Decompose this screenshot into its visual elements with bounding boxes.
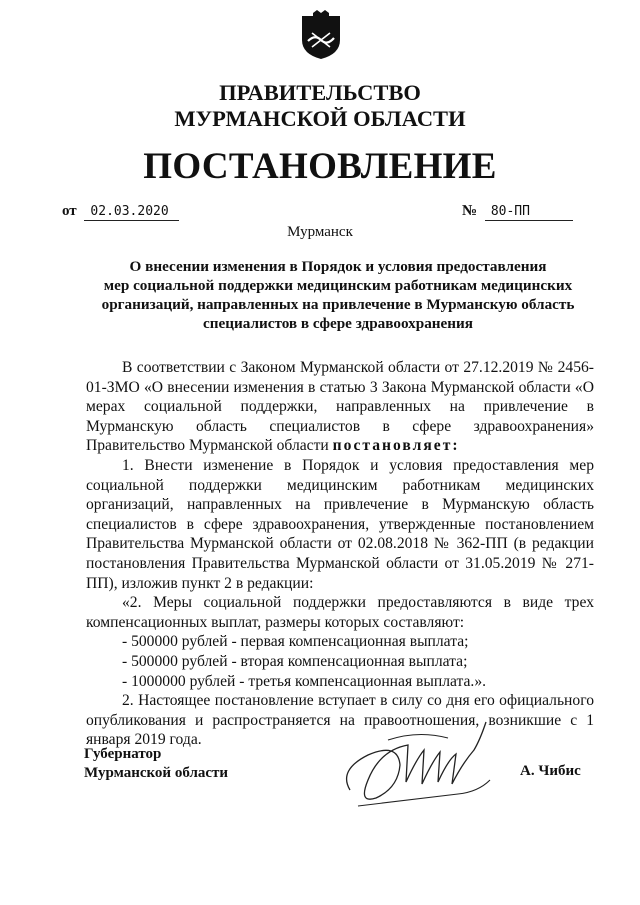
signatory-title-line2: Мурманской области	[84, 765, 229, 781]
government-title-line2: МУРМАНСКОЙ ОБЛАСТИ	[174, 106, 466, 131]
intro-text: В соответствии с Законом Мурманской области от 27.12.2019 № 2456-01-ЗМО «О внесении изменения в статью 3 Закона Мурманской области «О мерах социальной поддержки, направленных на привлечение в Мурманскую область специалистов в сфере здравоохранения» Правительство Мурманской области	[86, 359, 594, 455]
signatory-title	[84, 745, 228, 783]
subject-line4: специалистов в сфере здравоохранения	[202, 315, 474, 332]
date-prefix: от	[62, 203, 77, 219]
number-prefix: №	[462, 203, 478, 219]
signatory-name: А. Чибис	[520, 763, 581, 779]
signatory-title-line1: Губернатор	[84, 746, 162, 762]
document-type: ПОСТАНОВЛЕНИЕ	[143, 146, 497, 187]
subject-line2: мер социальной поддержки медицинским работникам медицинских	[103, 277, 573, 294]
payment-item-1: - 500000 рублей - первая компенсационная выплата;	[122, 633, 469, 651]
quote-paragraph: «2. Меры социальной поддержки предоставляются в виде трех компенсационных выплат, размеры которых составляют:	[86, 594, 594, 631]
document-subject	[88, 257, 588, 333]
date-value: 02.03.2020	[84, 204, 178, 221]
payment-item-2: - 500000 рублей - вторая компенсационная выплата;	[122, 652, 468, 670]
intro-paragraph	[86, 358, 594, 456]
number-value: 80-ПП	[485, 204, 573, 221]
city: Мурманск	[287, 224, 353, 240]
item-1-paragraph: 1. Внести изменение в Порядок и условия предоставления мер социальной поддержки медицинским работникам медицинских организаций, направленных на привлечение в Мурманскую область специалистов в сфере здравоохранения, утвержденные постановлением Правительства Мурманской области от 02.08.2018 № 362-ПП (в редакции постановления Правительства Мурманской области от 31.05.2019 № 271-ПП), изложив пункт 2 в редакции:	[86, 456, 594, 592]
handwritten-signature	[328, 710, 498, 815]
government-title-line1: ПРАВИТЕЛЬСТВО	[219, 80, 421, 105]
subject-line1: О внесении изменения в Порядок и условия предоставления	[129, 258, 547, 275]
document-body	[86, 358, 594, 750]
decree-word: постановляет:	[332, 437, 460, 455]
subject-line3: организаций, направленных на привлечение в Мурманскую область	[101, 296, 575, 313]
document-date	[62, 202, 179, 221]
coat-of-arms-icon	[299, 10, 343, 60]
item-2-paragraph: 2. Настоящее постановление вступает в силу со дня его официального опубликования и распространяется на правоотношения, возникшие с 1 января 2019 года.	[86, 692, 594, 749]
government-title	[0, 80, 640, 132]
payment-item-3: - 1000000 рублей - третья компенсационная выплата.».	[122, 672, 487, 690]
document-number	[462, 202, 573, 221]
